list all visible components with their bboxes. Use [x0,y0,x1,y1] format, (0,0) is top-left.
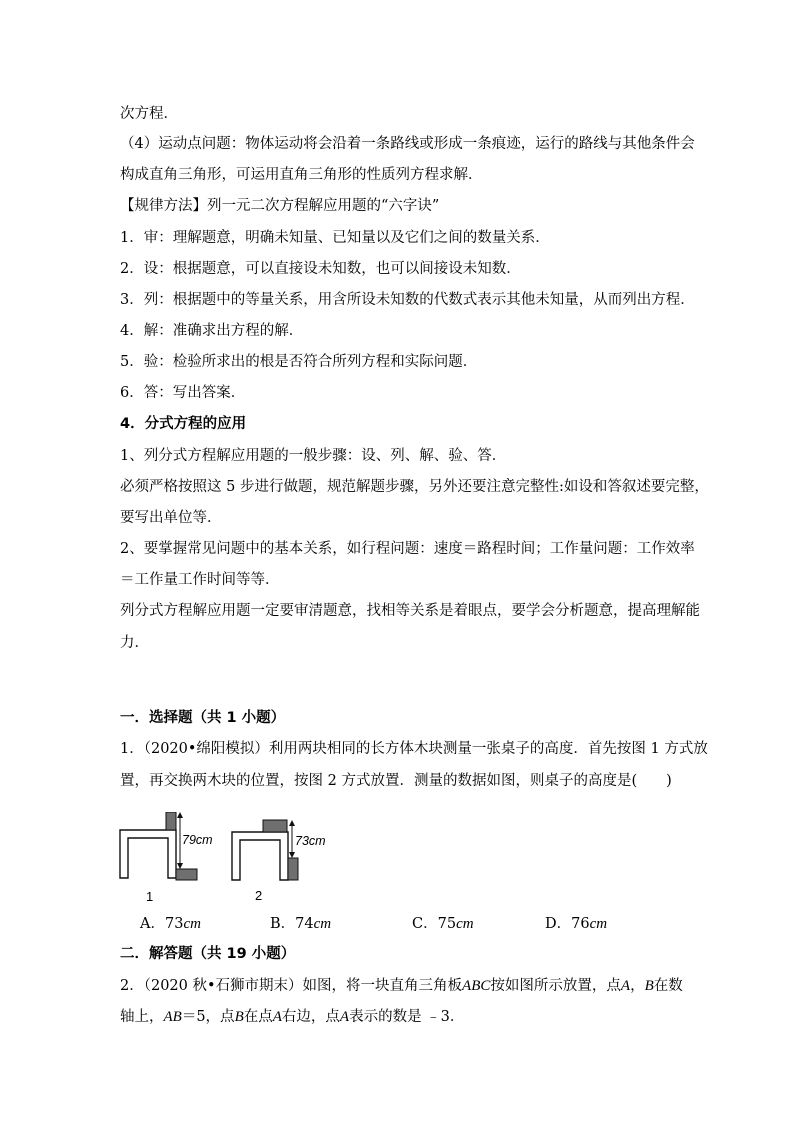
line-6: 2．设：根据题意，可以直接设未知数，也可以间接设未知数． [120,261,521,277]
section-heading-answer: 二．解答题（共 19 小题） [120,946,296,962]
table-2 [232,832,288,880]
line-18: 力． [120,635,149,651]
option-a[interactable]: A．73cm [140,916,201,932]
section-heading-fractional: 4．分式方程的应用 [120,416,247,432]
section-heading-choice: 一．选择题（共 1 小题） [120,710,286,726]
line-12: 1、列分式方程解应用题的一般步骤：设、列、解、验、答． [120,448,507,464]
line-14: 要写出单位等． [120,510,222,526]
line-16: ＝工作量工作时间等等． [120,572,280,588]
line-1: 次方程． [120,106,178,122]
line-8: 4．解：准确求出方程的解． [120,323,304,339]
line-13: 必须严格按照这 5 步进行做题，规范解题步骤，另外还要注意完整性:如设和答叙述要完整， [120,479,709,495]
block-2-bottom [288,858,298,880]
measure-label-2: 73cm [295,834,326,848]
table-measure-figure [118,812,348,902]
line-10: 6．答：写出答案． [120,385,246,401]
line-7: 3．列：根据题中的等量关系，用含所设未知数的代数式表示其他未知量，从而列出方程． [120,292,695,308]
block-1-top [166,812,176,830]
figure-label-1: 1 [146,889,154,902]
line-3: 构成直角三角形，可运用直角三角形的性质列方程求解． [120,167,483,183]
line-15: 2、要掌握常见问题中的基本关系，如行程问题：速度＝路程时间；工作量问题：工作效率 [120,541,695,557]
block-1-bottom [176,869,197,880]
figure-label-2: 2 [255,888,263,902]
question-2-line-2: 轴上，AB＝5，点B在点A右边，点A表示的数是 ﹣3． [120,1009,465,1025]
question-2-line-1: 2．（2020 秋•石狮市期末）如图，将一块直角三角板ABC按如图所示放置，点A，B在数 [120,978,683,994]
question-1-line-2: 置，再交换两木块的位置，按图 2 方式放置．测量的数据如图，则桌子的高度是( ) [120,773,672,789]
line-17: 列分式方程解应用题一定要审清题意，找相等关系是着眼点，要学会分析题意，提高理解能 [120,603,700,619]
line-2: （4）运动点问题：物体运动将会沿着一条路线或形成一条痕迹，运行的路线与其他条件会 [120,136,695,152]
line-5: 1．审：理解题意，明确未知量、已知量以及它们之间的数量关系． [120,230,550,246]
option-c[interactable]: C．75cm [412,916,474,932]
table-1 [120,830,176,878]
question-1-line-1: 1．（2020•绵阳模拟）利用两块相同的长方体木块测量一张桌子的高度．首先按图 1 方式放 [120,741,708,757]
line-9: 5．验：检验所求出的根是否符合所列方程和实际问题． [120,354,478,370]
block-2-top [263,820,287,832]
measure-label-1: 79cm [182,833,213,847]
option-b[interactable]: B．74cm [270,916,332,932]
option-d[interactable]: D．76cm [545,916,608,932]
line-4: 【规律方法】列一元二次方程解应用题的“六字诀” [120,198,440,214]
